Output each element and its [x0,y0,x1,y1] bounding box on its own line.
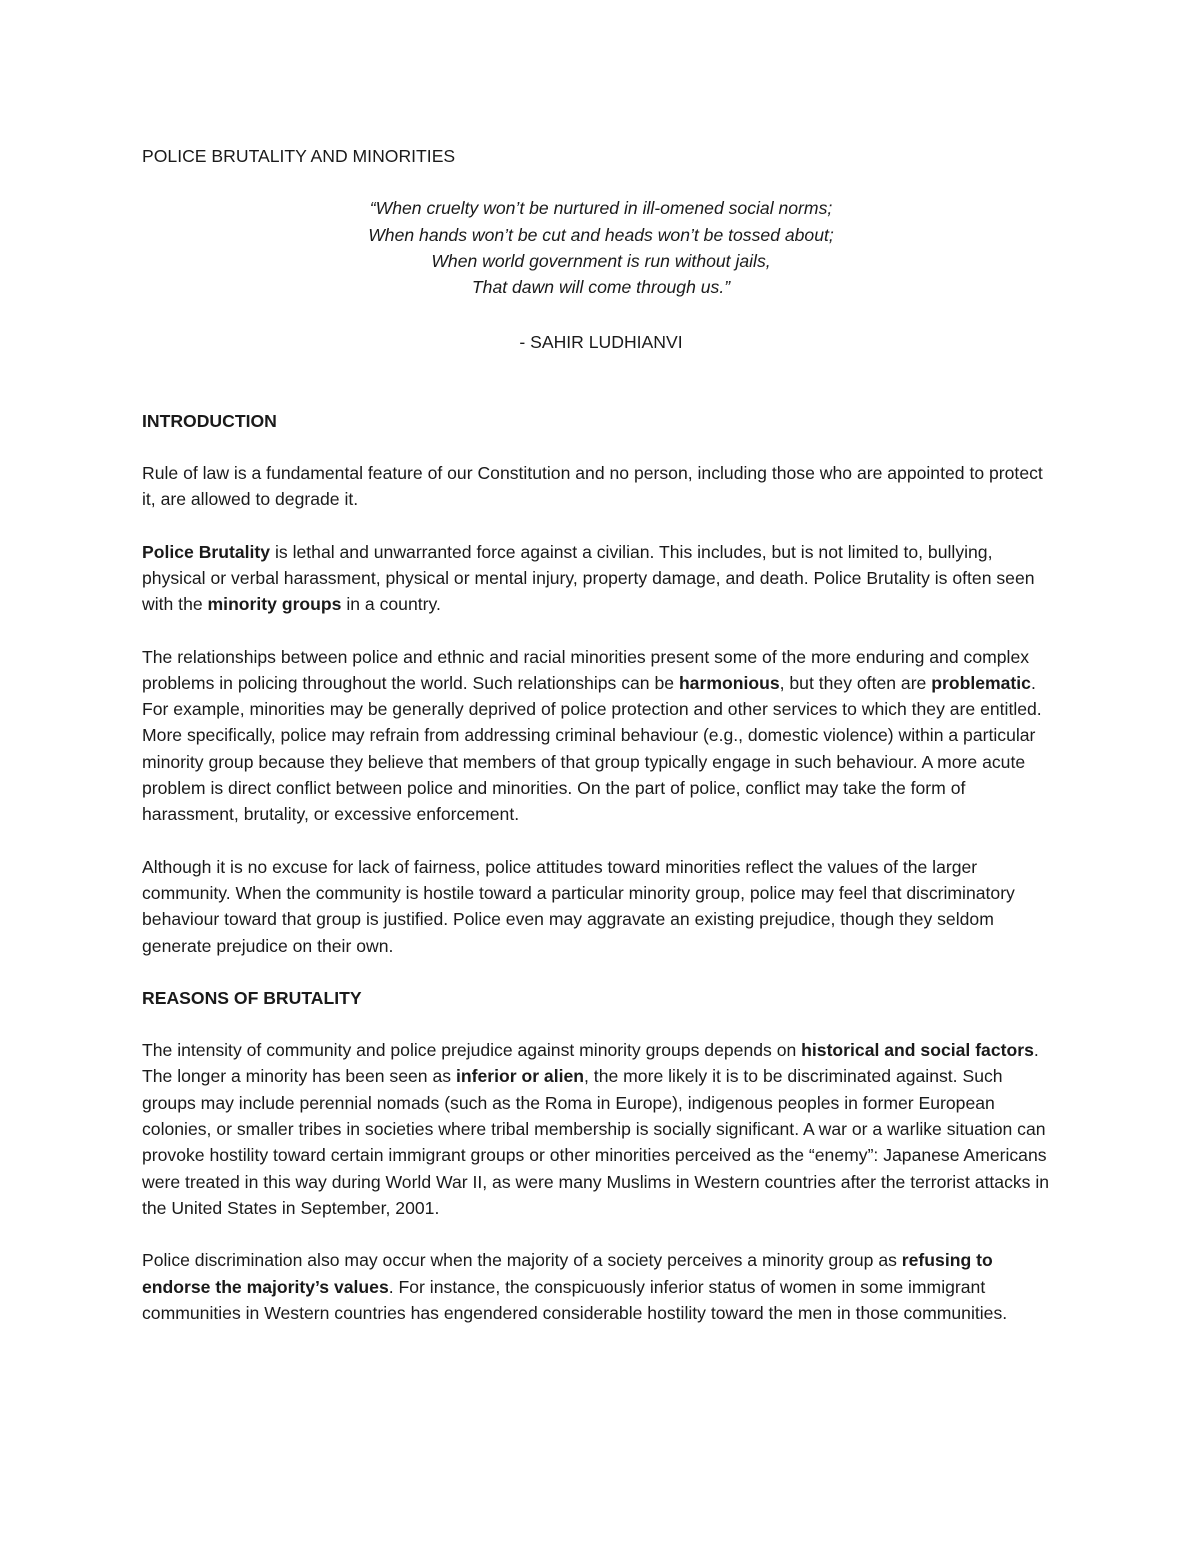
bold-term: historical and social factors [801,1040,1034,1061]
bold-term: Police Brutality [142,541,271,562]
intro-paragraph-4: Although it is no excuse for lack of fairness, police attitudes toward minorities reflect the values of the larger community. When the community is hostile toward a particular minority group, police may feel that discriminatory behaviour toward that group is justified. Police even may aggravate an existing prejudice, though they seldom generate prejudice on their own. [142,856,1015,956]
paragraph-text: , but they often are [779,672,932,693]
bold-term: minority groups [207,594,342,615]
epigraph-line: That dawn will come through us.” [471,277,731,298]
paragraph-text: . The longer a minority has been seen as [142,1040,1039,1087]
paragraph-text: The relationships between police and ethnic and racial minorities present some of the more enduring and complex problems in policing throughout the world. Such relationships can be [142,646,1030,693]
paragraph-text: . For instance, the conspicuously inferior status of women in some immigrant communities in Western countries has engendered considerable hostility toward the men in those communities. [142,1276,1008,1323]
section-heading-reasons: REASONS OF BRUTALITY [142,987,362,1008]
bold-term: harmonious [678,672,780,693]
epigraph-line: When hands won’t be cut and heads won’t be tossed about; [368,224,834,245]
paragraph-text: , the more likely it is to be discriminated against. Such groups may include perennial nomads (such as the Roma in Europe), indigenous peoples in former European colonies, or smaller tribes in societies where tribal membership is socially significant. A war or a warlike situation can provoke hostility toward certain immigrant groups or other minorities perceived as the “enemy”: Japanese Americans were treated in this way during World War II, as were many Muslims in Western countries after the terrorist attacks in the United States in September, 2001. [142,1066,1050,1218]
document-title: POLICE BRUTALITY AND MINORITIES [142,146,456,166]
epigraph-line: “When cruelty won’t be nurtured in ill-omened social norms; [369,198,833,219]
bold-term: refusing to endorse the majority’s values [142,1250,993,1297]
paragraph-text: . For example, minorities may be generally deprived of police protection and other services to which they are entitled. More specifically, police may refrain from addressing criminal behaviour (e.g., domestic violence) within a particular minority group because they believe that members of that group typically engage in such behaviour. A more acute problem is direct conflict between police and minorities. On the part of police, conflict may take the form of harassment, brutality, or excessive enforcement. [142,672,1042,825]
paragraph-text: Police discrimination also may occur when the majority of a society perceives a minority group as [142,1250,902,1271]
epigraph-attribution: - SAHIR LUDHIANVI [519,332,683,353]
intro-paragraph-3 [142,644,1060,828]
bold-term: problematic [931,672,1031,693]
bold-term: inferior or alien [455,1066,585,1087]
section-heading-introduction: INTRODUCTION [142,410,277,431]
intro-paragraph-2 [142,539,1060,618]
paragraph-text: The intensity of community and police prejudice against minority groups depends on [142,1040,802,1061]
epigraph [142,195,1060,300]
reasons-paragraph-1 [142,1037,1060,1221]
paragraph-text: in a country. [341,594,441,615]
intro-paragraph-1: Rule of law is a fundamental feature of our Constitution and no person, including those who are appointed to protect it, are allowed to degrade it. [142,463,1043,510]
paragraph-text: is lethal and unwarranted force against a civilian. This includes, but is not limited to, bullying, physical or verbal harassment, physical or mental injury, property damage, and death. Police Brutality is often seen with the [142,541,1035,615]
epigraph-line: When world government is run without jails, [431,250,771,271]
reasons-paragraph-2 [142,1247,1060,1326]
